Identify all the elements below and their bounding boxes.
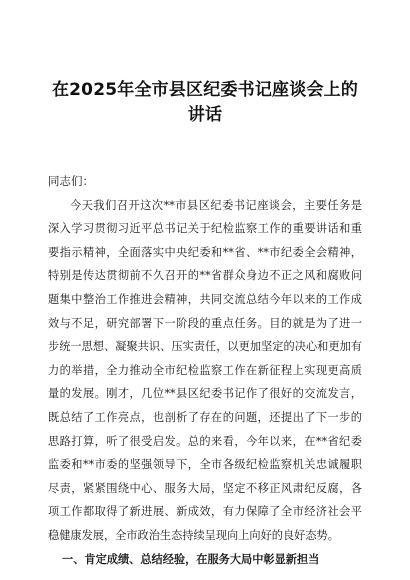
greeting: 同志们： [48, 174, 94, 188]
paragraph-line: 要指示精神，全面落实中央纪委和**省、**市纪委全会精神， [48, 245, 362, 259]
paragraph-line: 深入学习贯彻习近平总书记关于纪检监察工作的重要讲话和重 [48, 222, 362, 236]
paragraph-line: 今天我们召开这次**市县区纪委书记座谈会，主要任务是 [70, 198, 362, 212]
paragraph-line: 监委和**市委的坚强领导下，全市各级纪检监察机关忠诚履职 [48, 458, 362, 472]
paragraph-line: 项工作都取得了新进展、新成效，有力保障了全市经济社会平 [48, 505, 362, 519]
paragraph-line: 尽责，紧紧围绕中心、服务大局，坚定不移正风肃纪反腐，各 [48, 481, 362, 495]
title-line: 在2025年全市县区纪委书记座谈会上的 [51, 80, 359, 100]
paragraph-line: 思路打算，听了很受启发。总的来看，今年以来，在**省纪委 [48, 434, 362, 448]
paragraph-line: 步统一思想、凝聚共识、压实责任，以更加坚定的决心和更加有 [48, 340, 362, 354]
paragraph-line: 题集中整治工作推进会精神，共同交流总结今年以来的工作成 [48, 292, 362, 306]
paragraph-line: 量的发展。刚才，几位**县区纪委书记作了很好的交流发言， [48, 387, 362, 401]
paragraph-line: 力的举措，全力推动全市纪检监察工作在新征程上实现更高质 [48, 363, 362, 377]
paragraph-line: 既总结了工作亮点，也剖析了存在的问题，还提出了下一步的 [48, 410, 362, 424]
title-line: 讲话 [187, 105, 223, 125]
body-paragraph [48, 194, 362, 548]
paragraph-line: 稳健康发展，全市政治生态持续呈现向上向好的良好态势。 [48, 528, 339, 542]
paragraph-line: 特别是传达贯彻前不久召开的**省群众身边不正之风和腐败问 [48, 269, 362, 283]
section-heading: 一、肯定成绩、总结经验，在服务大局中彰显新担当 [62, 551, 320, 566]
document-title [48, 78, 362, 128]
paragraph-line: 效与不足，研究部署下一阶段的重点任务。目的就是为了进一 [48, 316, 362, 330]
